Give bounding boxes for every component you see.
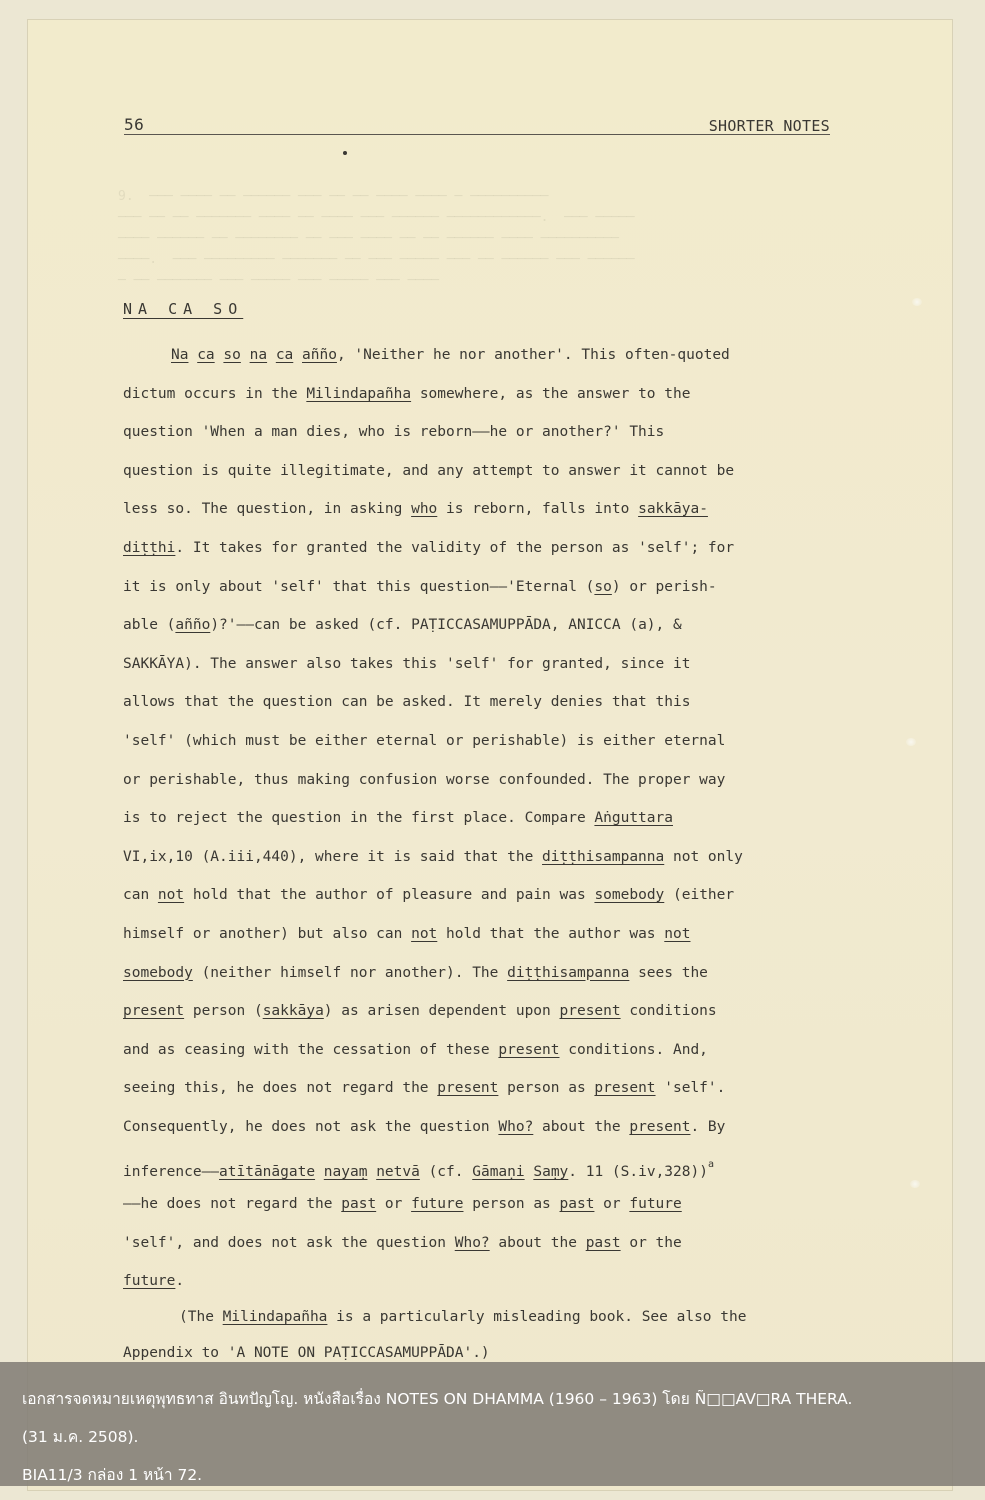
text-run: . By [690, 1118, 726, 1135]
pali-term: so [594, 578, 612, 595]
text-run: hold that the author of pleasure and pain was [184, 887, 595, 904]
text-line: SAKKĀYA). The answer also takes this 'self' for granted, since it [123, 655, 691, 672]
text-run: (neither himself nor another). The [192, 964, 508, 981]
text-line [123, 336, 843, 375]
text-run: about the [489, 1234, 586, 1251]
text-run: less so. The question, in asking [123, 501, 412, 518]
text-run: or [376, 1196, 412, 1213]
text-line [123, 1069, 843, 1108]
book-title: Saṃy [533, 1164, 569, 1181]
text-run [315, 1164, 324, 1180]
text-line: or perishable, thus making confusion worse confounded. The proper way [123, 771, 726, 788]
text-run [367, 1164, 376, 1180]
text-run [188, 347, 197, 363]
text-line [123, 375, 843, 414]
caption-date: (31 ม.ค. 2508). [22, 1428, 139, 1446]
emphasis: Who? [498, 1118, 534, 1135]
text-line [123, 992, 843, 1031]
text-run: 'self', and does not ask the question [123, 1234, 455, 1251]
text-line [123, 799, 843, 838]
text-run: somewhere, as the answer to the [411, 385, 691, 402]
text-run: and as ceasing with the cessation of these [123, 1041, 499, 1058]
emphasis: future [123, 1273, 176, 1290]
book-title: Gāmaṇi [472, 1164, 525, 1181]
pali-term: diṭṭhisampanna [507, 964, 630, 981]
section-title: NA CA SO [123, 300, 244, 318]
text-line: 'self' (which must be either eternal or perishable) is either eternal [123, 732, 726, 749]
text-line [123, 954, 843, 993]
emphasis: future [629, 1196, 682, 1213]
text-run: VI,ix,10 (A.iii,440), where it is said that the [123, 848, 543, 865]
text-run: it is only about 'self' that this question——'Eternal ( [123, 578, 595, 595]
emphasis: present [123, 1003, 185, 1020]
pali-term: diṭṭhisampanna [542, 848, 665, 865]
text-run: seeing this, he does not regard the [123, 1080, 438, 1097]
text-run: . It takes for granted the validity of the person as 'self'; for [175, 539, 735, 556]
caption-title: เอกสารจดหมายเหตุพุทธทาส อินทปัญโญ. หนังสือเรื่อง NOTES ON DHAMMA (1960 – 1963) โดย Ñ□□AV□RA THERA. [22, 1390, 853, 1408]
text-run: )?'——can be asked (cf. PAṬICCASAMUPPĀDA, ANICCA (a), & [210, 617, 682, 634]
paper-mark [910, 1180, 920, 1188]
pali-term: añño [302, 347, 337, 363]
text-line [123, 490, 843, 529]
emphasis: future [411, 1196, 464, 1213]
emphasis: past [341, 1196, 377, 1213]
book-title: Aṅguttara [594, 810, 673, 827]
text-run: person as [498, 1080, 595, 1097]
text-line: allows that the question can be asked. It merely denies that this [123, 694, 691, 711]
text-run: about the [533, 1118, 630, 1135]
text-line: Appendix to 'A NOTE ON PAṬICCASAMUPPĀDA'.) [123, 1344, 490, 1361]
text-line [123, 1224, 843, 1263]
pali-term: ca [275, 347, 294, 363]
text-line [123, 876, 843, 915]
pali-term: sakkāya- [638, 501, 708, 518]
text-run: able ( [123, 617, 176, 634]
text-run: is reborn, falls into [437, 501, 639, 518]
emphasis: past [585, 1234, 621, 1251]
pali-term: ca [197, 347, 215, 363]
pali-term: añño [175, 617, 211, 634]
text-run: person as [463, 1196, 560, 1213]
text-run: ) as arisen dependent upon [323, 1003, 560, 1020]
emphasis: present [437, 1080, 499, 1097]
text-run: ——he does not regard the [123, 1196, 342, 1213]
pali-term: sakkāya [262, 1003, 324, 1020]
text-run: (The [179, 1308, 223, 1325]
text-run: 'self'. [655, 1080, 726, 1097]
emphasis: present [629, 1118, 691, 1135]
text-run: ) or perish- [611, 578, 717, 595]
text-line [123, 1108, 843, 1147]
emphasis: not [157, 887, 185, 904]
emphasis: present [498, 1041, 560, 1058]
page-number: 56 [124, 115, 145, 134]
text-run: person ( [184, 1003, 263, 1020]
text-line [123, 1301, 843, 1334]
show-through-text: 9. ─── ──── ── ────── ─── ── ── ──── ──── ─ ────────── ─── ── ── ─────── ──── ── ──── ─── ────── ────────────. ─── ───── ──── ────── ── ──────── ── ─── ──── ── ── ────── ──── ────────── ────. ─── ───────── ─────── ── ─── ───── ─── ── ────── ─── ────── ─ ── ─────── ─── ───── ─── ───── ─── ──── [118, 189, 635, 288]
paper-mark [912, 298, 922, 306]
caption-reference: BIA11/3 กล่อง 1 หน้า 72. [22, 1466, 203, 1484]
book-title: Milindapañha [306, 385, 412, 402]
emphasis: past [559, 1196, 595, 1213]
text-line [123, 606, 843, 645]
footnote-marker: a [707, 1159, 714, 1171]
text-run: himself or another) but also can [123, 925, 412, 942]
emphasis: who [411, 501, 438, 518]
text-line [123, 838, 843, 877]
text-run: (either [664, 887, 735, 904]
text-run [293, 347, 302, 363]
text-run: is to reject the question in the first place. Compare [123, 810, 595, 827]
text-line: question is quite illegitimate, and any attempt to answer it cannot be [123, 462, 735, 479]
text-line [123, 1185, 843, 1224]
emphasis: somebody [594, 887, 665, 904]
body-text [123, 336, 843, 1372]
text-run: can [123, 887, 158, 904]
text-line [123, 1031, 843, 1070]
text-run: dictum occurs in the [123, 385, 307, 402]
emphasis: present [594, 1080, 656, 1097]
text-line [123, 1146, 843, 1185]
text-line [123, 1262, 843, 1301]
pali-term: atītānāgate [219, 1164, 316, 1181]
ink-dot [343, 151, 347, 155]
emphasis: Who? [454, 1234, 490, 1251]
text-run [241, 347, 250, 363]
book-title: Milindapañha [222, 1308, 328, 1325]
emphasis: not [411, 925, 438, 942]
text-run: . [175, 1273, 185, 1290]
emphasis: not [664, 925, 691, 942]
pali-term: na [249, 347, 268, 363]
text-run: or the [620, 1234, 682, 1251]
text-run [267, 347, 276, 363]
archive-caption-overlay [0, 1362, 985, 1486]
text-run: inference—— [123, 1164, 220, 1181]
text-run: or [594, 1196, 630, 1213]
text-line [123, 915, 843, 954]
text-run: is a particularly misleading book. See also the [327, 1308, 747, 1325]
text-run: Consequently, he does not ask the question [123, 1118, 499, 1135]
text-line: question 'When a man dies, who is reborn——he or another?' This [123, 424, 665, 441]
text-run: (cf. [419, 1164, 473, 1181]
pali-term: so [223, 347, 241, 363]
pali-term: netvā [376, 1164, 420, 1181]
text-run: hold that the author was [437, 925, 665, 942]
text-run: sees the [629, 964, 708, 981]
header-rule [124, 134, 830, 135]
text-line [123, 529, 843, 568]
emphasis: somebody [123, 964, 193, 981]
running-title: SHORTER NOTES [708, 117, 830, 135]
text-run: conditions [620, 1003, 717, 1020]
text-run: . 11 (S.iv,328)) [568, 1164, 708, 1181]
text-run: not only [664, 848, 743, 865]
paper-mark [906, 738, 916, 746]
pali-term: diṭṭhi [123, 539, 176, 556]
pali-term: Na [171, 347, 189, 363]
text-run: , 'Neither he nor another'. This often-quoted [336, 347, 730, 363]
pali-term: nayaṃ [323, 1164, 368, 1181]
text-line [123, 568, 843, 607]
emphasis: present [559, 1003, 621, 1020]
text-run: conditions. And, [559, 1041, 708, 1058]
